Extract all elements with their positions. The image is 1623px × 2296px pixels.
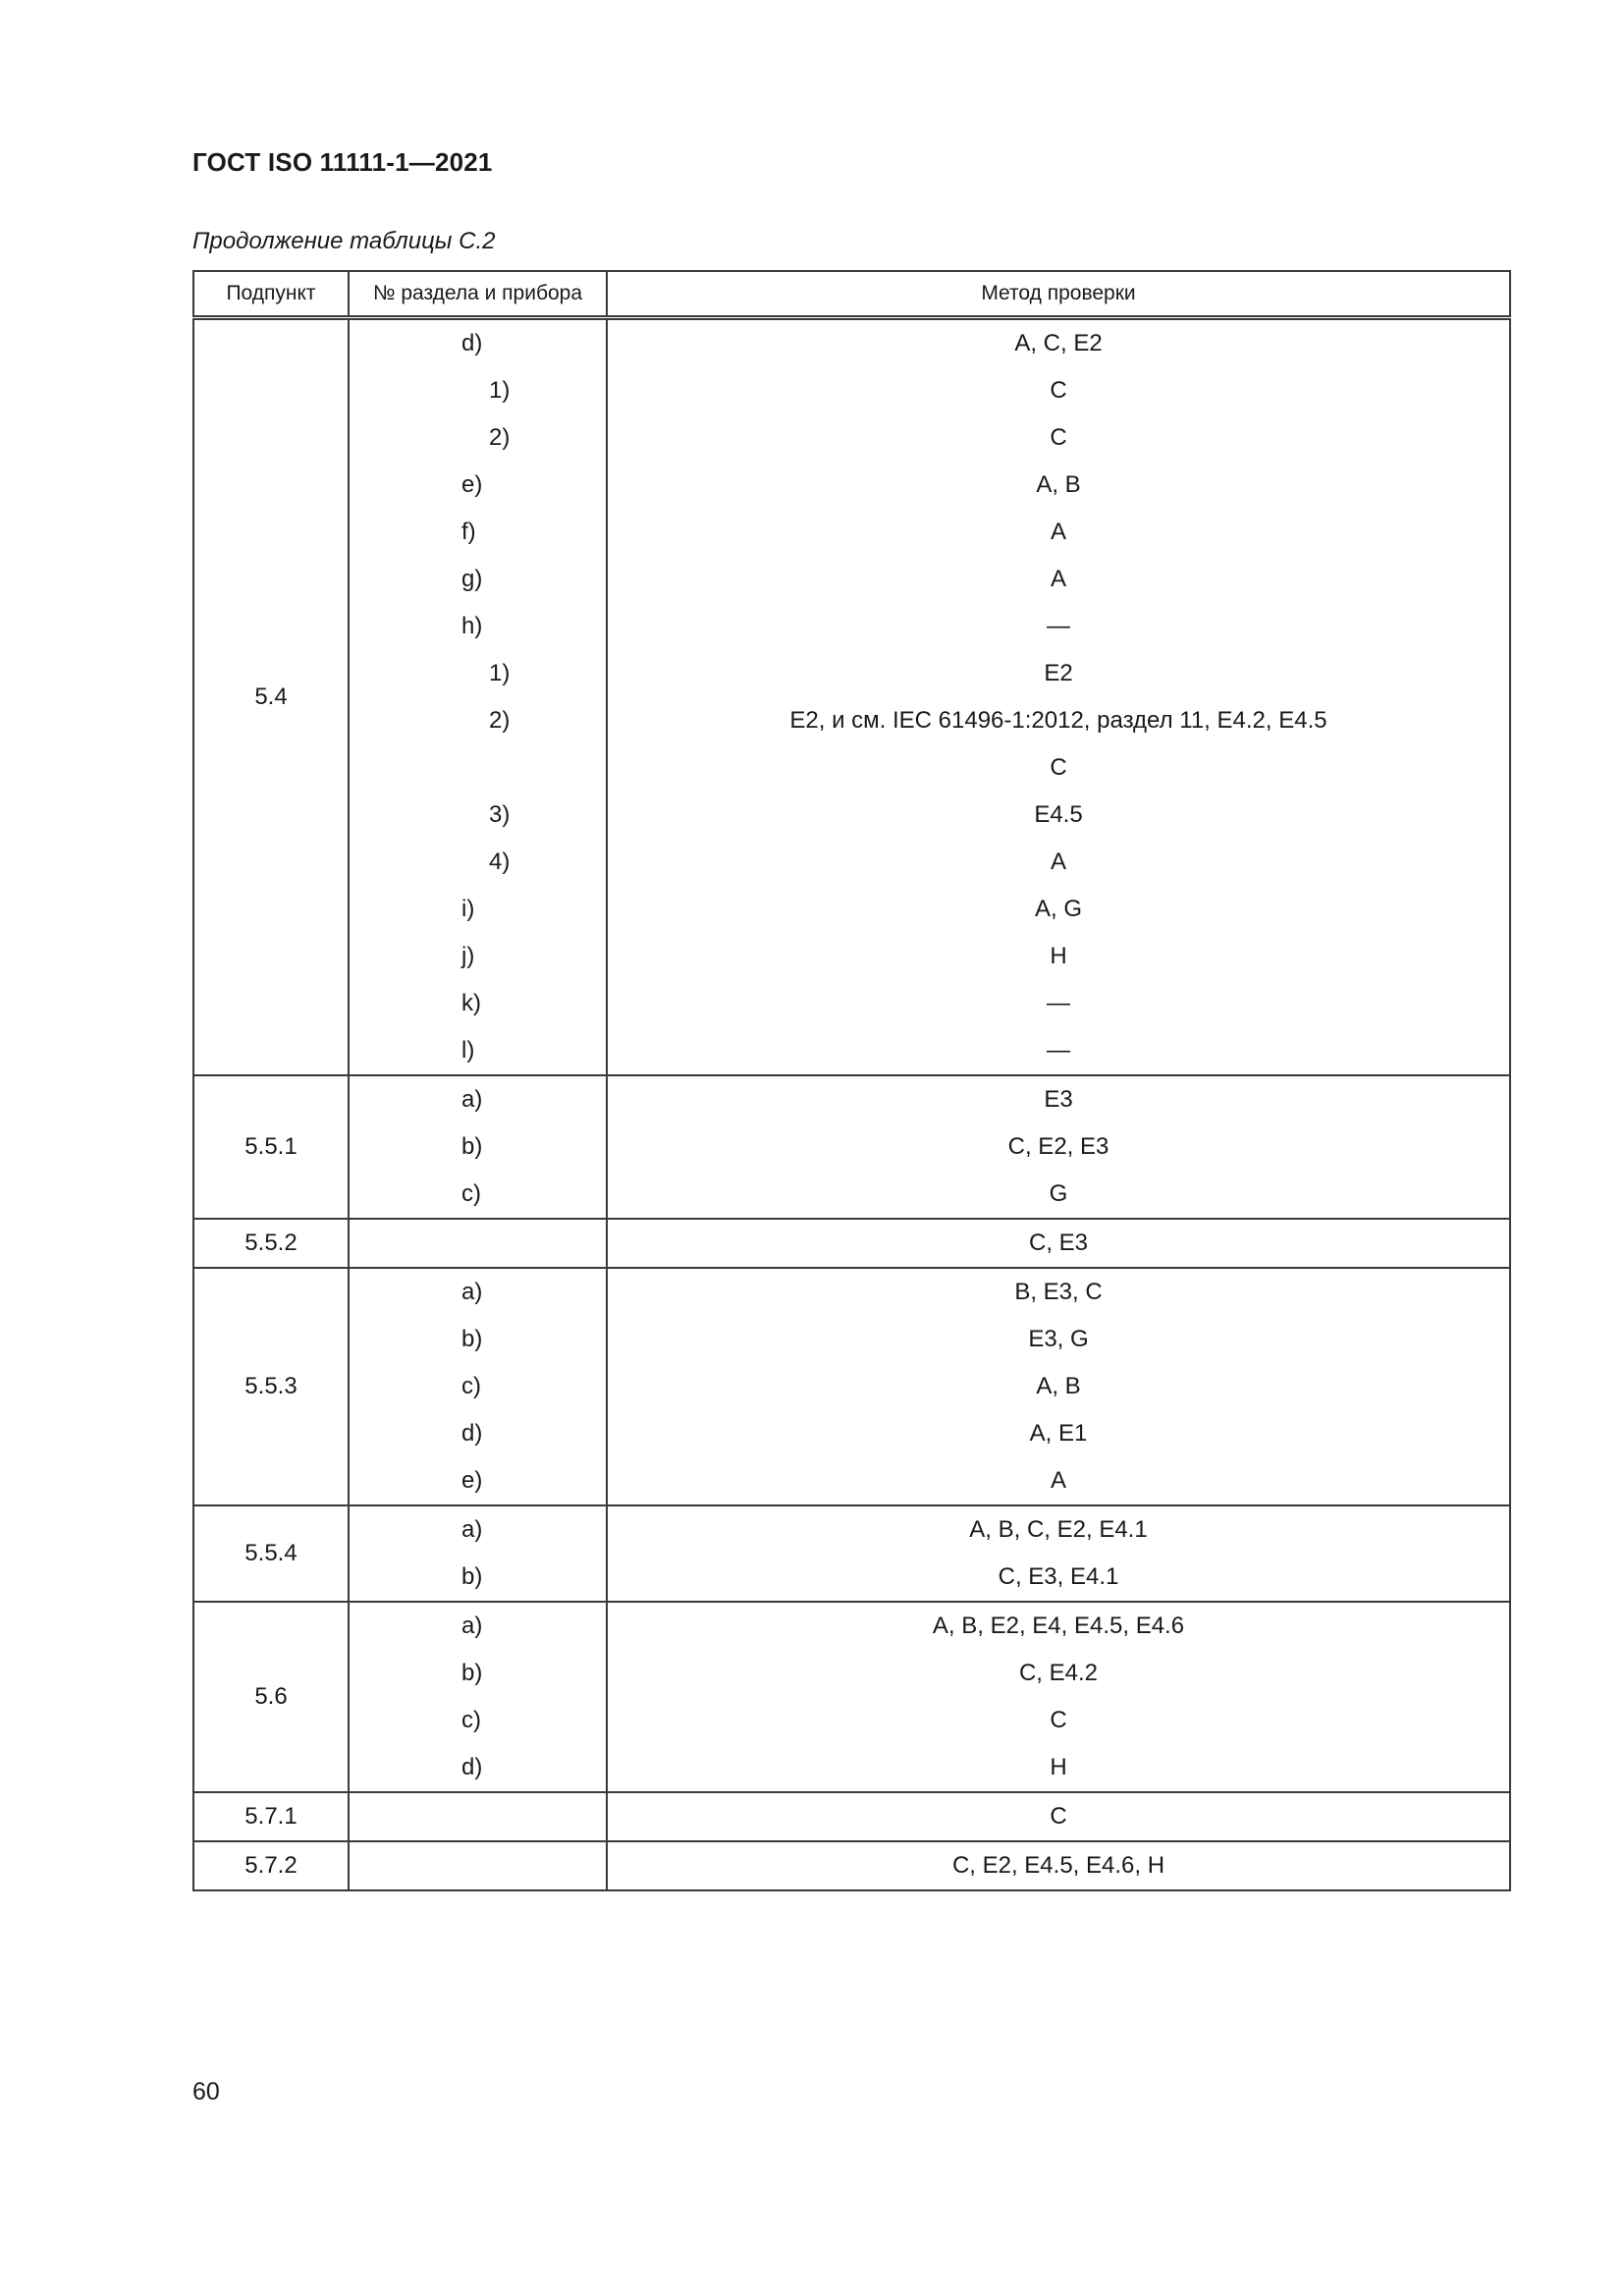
table-row [193,886,1510,933]
method-cell: C [607,1792,1510,1841]
method-cell: C [607,1697,1510,1744]
column-header-section: № раздела и прибора [349,271,607,318]
table-row [193,1697,1510,1744]
verification-table [192,270,1511,1891]
section-item-label: f) [461,519,476,545]
method-cell: A, C, E2 [607,318,1510,368]
section-item-label: d) [461,1754,483,1780]
section-item-cell [349,980,607,1027]
table-row [193,1123,1510,1171]
section-item-label: a) [461,1086,483,1113]
table-row [193,556,1510,603]
document-header: ГОСТ ISO 11111-1—2021 [192,147,493,177]
section-item-label: k) [461,990,481,1016]
method-cell: H [607,933,1510,980]
method-cell: B, E3, C [607,1268,1510,1316]
table-row [193,1410,1510,1457]
section-item-label: 2) [489,424,511,451]
table-row [193,603,1510,650]
table-row [193,980,1510,1027]
section-item-cell [349,1027,607,1075]
section-item-cell [349,367,607,414]
section-item-cell [349,1457,607,1505]
table-row [193,1316,1510,1363]
clause-cell: 5.5.3 [193,1268,349,1505]
section-item-label: b) [461,1660,483,1686]
method-cell: A, B, C, E2, E4.1 [607,1505,1510,1554]
section-item-label: d) [461,1420,483,1447]
method-cell: A, B, E2, E4, E4.5, E4.6 [607,1602,1510,1650]
section-item-label: 1) [489,660,511,686]
table-row [193,367,1510,414]
section-item-cell [349,697,607,744]
section-item-cell [349,1219,607,1268]
section-item-label: g) [461,566,483,592]
method-cell: A [607,1457,1510,1505]
clause-cell: 5.6 [193,1602,349,1792]
section-item-label: a) [461,1613,483,1639]
section-item-cell [349,1792,607,1841]
table-row [193,697,1510,744]
method-cell: C [607,367,1510,414]
method-cell: A, G [607,886,1510,933]
table-row [193,1219,1510,1268]
table-row [193,462,1510,509]
section-item-label: b) [461,1133,483,1160]
section-item-cell [349,792,607,839]
method-cell: C, E3, E4.1 [607,1554,1510,1602]
section-item-label: d) [461,330,483,356]
section-item-cell [349,318,607,368]
section-item-cell [349,1554,607,1602]
section-item-cell [349,1268,607,1316]
section-item-cell [349,1171,607,1219]
table-row [193,1268,1510,1316]
section-item-cell [349,1075,607,1123]
section-item-cell [349,744,607,792]
section-item-label: j) [461,943,475,969]
method-cell: H [607,1744,1510,1792]
table-row [193,1027,1510,1075]
method-cell: C, E4.2 [607,1650,1510,1697]
method-cell: C [607,414,1510,462]
table-row [193,1792,1510,1841]
table-row [193,318,1510,368]
table-row [193,1457,1510,1505]
section-item-label: c) [461,1707,481,1733]
clause-cell: 5.5.2 [193,1219,349,1268]
section-item-cell [349,1410,607,1457]
method-cell: C, E2, E4.5, E4.6, H [607,1841,1510,1890]
section-item-cell [349,414,607,462]
section-item-cell [349,1316,607,1363]
section-item-cell [349,1650,607,1697]
table-row [193,1650,1510,1697]
clause-cell: 5.5.4 [193,1505,349,1602]
table-row [193,792,1510,839]
section-item-cell [349,509,607,556]
column-header-clause: Подпункт [193,271,349,318]
clause-cell: 5.4 [193,318,349,1076]
method-cell: E4.5 [607,792,1510,839]
section-item-cell [349,886,607,933]
column-header-method: Метод проверки [607,271,1510,318]
table-row [193,1554,1510,1602]
section-item-cell [349,650,607,697]
method-cell: C, E2, E3 [607,1123,1510,1171]
section-item-cell [349,1602,607,1650]
method-cell: A, B [607,1363,1510,1410]
method-cell: A [607,839,1510,886]
table-row [193,1505,1510,1554]
table-row [193,839,1510,886]
clause-cell: 5.7.2 [193,1841,349,1890]
table-row [193,933,1510,980]
method-cell: — [607,980,1510,1027]
section-item-label: c) [461,1373,481,1399]
section-item-cell [349,1123,607,1171]
method-cell: A, E1 [607,1410,1510,1457]
table-row [193,1841,1510,1890]
section-item-label: b) [461,1326,483,1352]
section-item-label: 1) [489,377,511,404]
table-row [193,650,1510,697]
section-item-cell [349,933,607,980]
clause-cell: 5.7.1 [193,1792,349,1841]
method-cell: C [607,744,1510,792]
table-caption: Продолжение таблицы С.2 [192,228,496,254]
method-cell: G [607,1171,1510,1219]
header-row [193,271,1510,318]
table-row [193,744,1510,792]
section-item-label: 2) [489,707,511,734]
method-cell: E2, и см. IEC 61496-1:2012, раздел 11, E4.2, E4.5 [607,697,1510,744]
section-item-label: a) [461,1516,483,1543]
table-body [193,318,1510,1891]
section-item-label: l) [461,1037,475,1064]
section-item-cell [349,1697,607,1744]
method-cell: — [607,603,1510,650]
table-row [193,1075,1510,1123]
method-cell: E3, G [607,1316,1510,1363]
method-cell: E2 [607,650,1510,697]
table-row [193,1171,1510,1219]
section-item-label: c) [461,1180,481,1207]
section-item-cell [349,1744,607,1792]
table-row [193,414,1510,462]
method-cell: E3 [607,1075,1510,1123]
section-item-cell [349,462,607,509]
table-row [193,509,1510,556]
section-item-cell [349,839,607,886]
section-item-label: i) [461,896,475,922]
method-cell: A, B [607,462,1510,509]
page-number: 60 [192,2078,220,2105]
method-cell: — [607,1027,1510,1075]
table-row [193,1363,1510,1410]
section-item-label: b) [461,1563,483,1590]
section-item-label: 4) [489,848,511,875]
section-item-label: 3) [489,801,511,828]
section-item-cell [349,603,607,650]
section-item-cell [349,1363,607,1410]
section-item-cell [349,556,607,603]
method-cell: A [607,556,1510,603]
table-row [193,1602,1510,1650]
section-item-label: h) [461,613,483,639]
table-header [193,271,1510,318]
section-item-label: e) [461,1467,483,1494]
table-row [193,1744,1510,1792]
method-cell: A [607,509,1510,556]
section-item-label: e) [461,471,483,498]
section-item-cell [349,1505,607,1554]
section-item-cell [349,1841,607,1890]
section-item-label: a) [461,1279,483,1305]
method-cell: C, E3 [607,1219,1510,1268]
clause-cell: 5.5.1 [193,1075,349,1219]
